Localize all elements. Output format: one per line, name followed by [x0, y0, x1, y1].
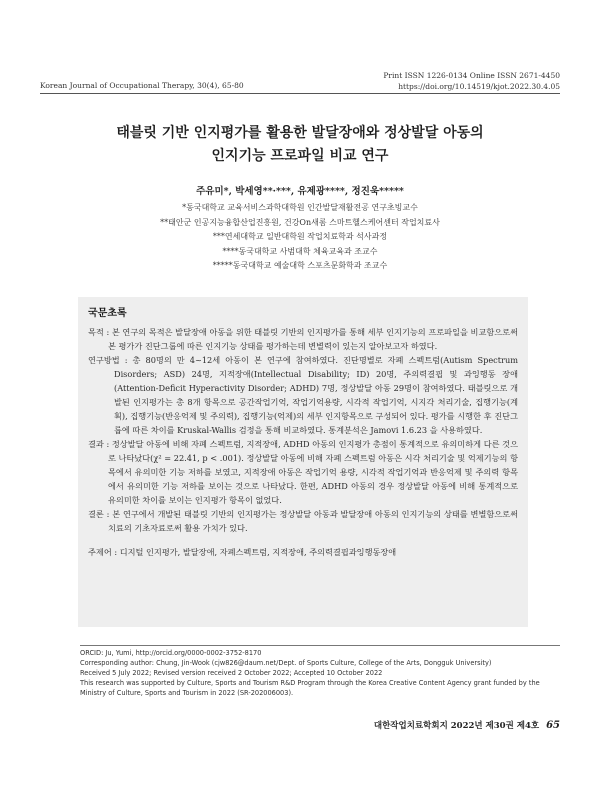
- abstract-methods: 연구방법 : 총 80명의 만 4~12세 아동이 본 연구에 참여하였다. 진단명별로 자폐 스펙트럼(Autism Spectrum Disorders; ASD) 24명, 지적장애(Intellectual Disability; ID) 20명, 주의력결핍 및 과잉행동 장애(Attention-Deficit Hyperactivity Disorder; ADHD) 7명, 정상발달 아동 29명이 참여하였다. 태블릿으로 개발된 인지평가는 총 8개 항목으로 공간작업기억, 작업기억용량, 시각적 작업기억, 시지각 처리기술, 집행기능(계획), 집행기능(반응억제 및 주의력), 집행기능(억제)의 세부 인지항목으로 구성되어 있다. 평가를 시행한 후 진단그룹에 따른 차이를 Kruskal-Wallis 검정을 통해 비교하였다. 통계분석은 Jamovi 1.6.23 을 사용하였다.: [88, 355, 518, 435]
- footnote-divider: [80, 645, 560, 646]
- header-divider: [40, 93, 560, 94]
- affiliation-3: ***연세대학교 일반대학원 작업치료학과 석사과정: [212, 232, 388, 241]
- issn-doi-block: [383, 70, 560, 92]
- footnotes: [80, 648, 560, 698]
- corresponding-author-note: Corresponding author: Chung, Jin-Wook (cjw826@daum.net/Dept. of Sports Culture, College of the Arts, Dongguk University): [80, 659, 492, 667]
- affiliation-1: *동국대학교 교육서비스과학대학원 인간발달재활전공 연구초빙교수: [182, 203, 418, 212]
- affiliation-2: **태안군 인공지능융합산업진흥원, 건강On새롬 스마트헬스케어센터 작업치료사: [160, 217, 440, 227]
- journal-citation: Korean Journal of Occupational Therapy, 30(4), 65-80: [40, 81, 244, 90]
- issn-text: Print ISSN 1226-0134 Online ISSN 2671-4450: [383, 71, 560, 80]
- funding-note: This research was supported by Culture, Sports and Tourism R&D Program through the Korea Creative Content Agency grant funded by the Ministry of Culture, Sports and Tourism in 2022 (SR-202006003).: [80, 679, 540, 697]
- abstract-conclusion: 결론 : 본 연구에서 개발된 태블릿 기반의 인지평가는 정상발달 아동과 발달장애 아동의 인지기능의 상태를 변별함으로써 치료의 기초자료로써 활용 가치가 있다.: [88, 509, 518, 533]
- page-number: 65: [546, 720, 560, 731]
- orcid-note: ORCID: Ju, Yumi, http://orcid.org/0000-0002-3752-8170: [80, 649, 262, 657]
- abstract-purpose: 목적 : 본 연구의 목적은 발달장애 아동을 위한 태블릿 기반의 인지평가를 통해 세부 인지기능의 프로파일을 비교함으로써 본 평가가 진단그룹에 따른 인지기능 상태를 평가하는데 변별력이 있는지 알아보고자 하였다.: [88, 327, 518, 351]
- abstract-results: 결과 : 정상발달 아동에 비해 자폐 스펙트럼, 지적장애, ADHD 아동의 인지평가 총점이 통계적으로 유의미하게 다른 것으로 나타났다(χ² = 22.41, p < .001). 정상발달 아동에 비해 자폐 스펙트럼 아동은 시각 처리기술 및 억제기능의 항목에서 유의미한 기능 저하를 보였고, 지적장애 아동은 작업기억 용량, 시각적 작업기억과 반응억제 및 주의력 항목에서 유의미한 기능 저하를 보이는 것으로 나타났다. 한편, ADHD 아동의 경우 정상발달 아동에 비해 통계적으로 유의미한 차이를 보이는 인지평가 항목이 없었다.: [88, 439, 518, 505]
- page-footer: [374, 719, 560, 731]
- title-line-1: 태블릿 기반 인지평가를 활용한 발달장애와 정상발달 아동의: [116, 125, 484, 141]
- author-list: 주유미*, 박세영**·***, 유제광****, 정진욱*****: [196, 186, 404, 197]
- affiliation-4: ****동국대학교 사범대학 체육교육과 조교수: [222, 246, 378, 256]
- footer-journal-issue: 대한작업치료학회지 2022년 제30권 제4호: [373, 721, 540, 731]
- title-line-2: 인지기능 프로파일 비교 연구: [211, 148, 389, 164]
- korean-abstract-box: [78, 297, 528, 627]
- abstract-heading: 국문초록: [88, 308, 127, 319]
- affiliation-list: [0, 201, 600, 274]
- abstract-keywords: 주제어 : 디지털 인지평가, 발달장애, 자폐스펙트럼, 지적장애, 주의력결핍과잉행동장애: [88, 547, 397, 557]
- affiliation-5: *****동국대학교 예술대학 스포츠문화학과 조교수: [212, 261, 388, 270]
- received-dates-note: Received 5 July 2022; Revised version received 2 October 2022; Accepted 10 October 2022: [80, 669, 383, 677]
- paper-title: [0, 122, 600, 168]
- doi-text[interactable]: https://doi.org/10.14519/kjot.2022.30.4.05: [398, 82, 560, 91]
